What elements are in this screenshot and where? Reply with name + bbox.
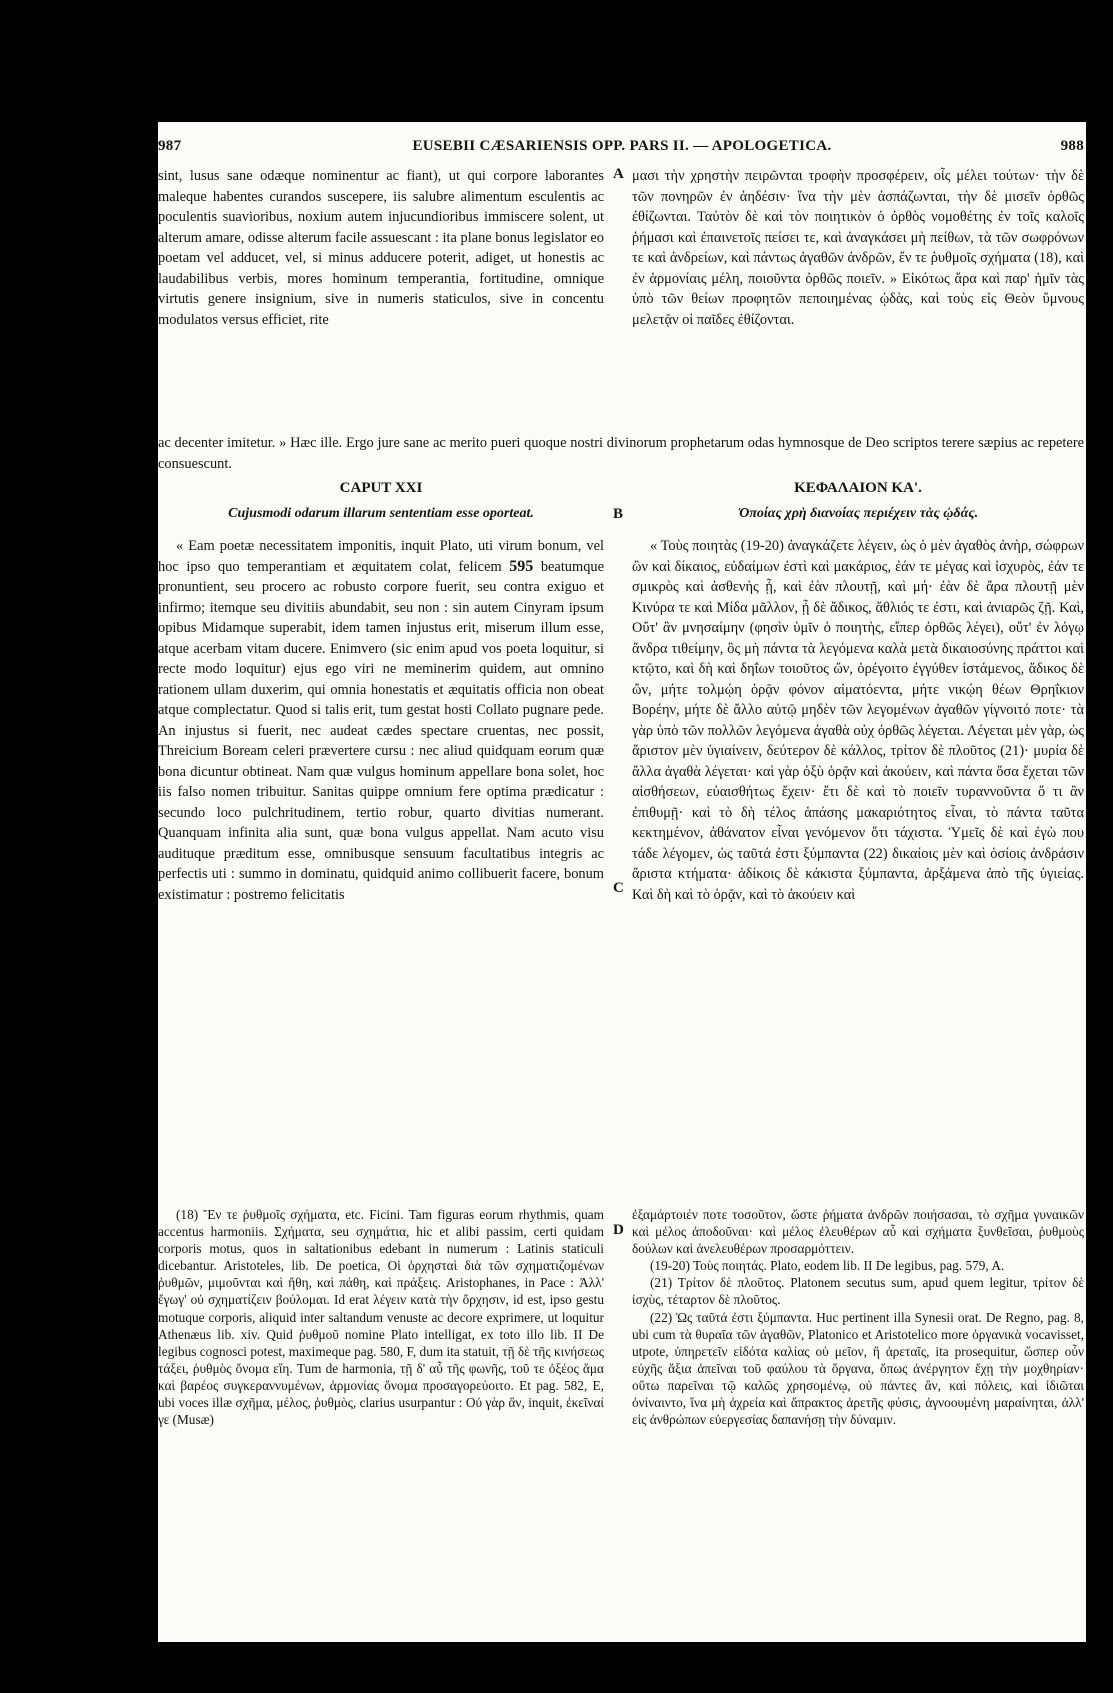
footnote-18: (18) Ἔν τε ῥυθμοῖς σχήματα, etc. Ficini. Tam figuras eorum rhythmis, quam accentus harmoniis. Σχήματα, seu σχημάτια, hic et alibi passim, certi quidam corporis motus, quos in saltationibus edebant in numerum : Latinis staticuli dicebantur. Aristoteles, lib. De poetica, Οἱ ὀρχησταὶ διὰ τῶν σχηματιζομένων ῥυθμῶν, μιμοῦνται καὶ ἤθη, καὶ πάθη, καὶ πράξεις. Aristophanes, in Pace : Ἀλλ' ἔγωγ' οὐ σχηματίζειν βούλομαι. Id erat λέγειν κατὰ τὴν ὄρχησιν, id est, ipso gestu motuque corporis, aliquid inter saltandum venuste ac decore exprimere, ut loquitur Athenæus lib. xiv. Quid ῥυθμοῦ nomine Plato intelligat, ex toto illo lib. II De legibus cognosci potest, maximeque pag. 580, F, dum ita statuit, τῇ δὲ τῆς κινήσεως τάξει, ῥυθμὸς ὄνομα εἴη. Tum de harmonia, τῇ δ' αὖ τῆς φωνῆς, τοῦ τε ὀξέος ἅμα καὶ βαρέος συγκεραννυμένων, ἁρμονίας ὄνομα προσαγορεύοιτο. Et pag. 582, E, ubi voces illæ σχῆμα, μέλος, ῥυθμὸς, clarius usurpantur : Οὐ γὰρ ἂν, inquit, ἐκεῖναί γε (Musæ) xyxy=(158,1207,604,1428)
footnotes-right-column xyxy=(632,1206,1084,1428)
footnote-22: (22) Ὡς ταῦτά ἐστι ξύμπαντα. Huc pertinent illa Synesii orat. De Regno, pag. 8, ubi cum τὰ θυραῖα τῶν ἀγαθῶν, Platonico et Aristotelico more ὀργανικὰ vocavisset, utpote, ὑπηρετεῖν εἰδότα καλίας οὐ μεῖον, ἢ ἀρεταῖς, ita prosequitur, ὥσπερ οὖν εὐχῆς ἄξια ἀπεῖναι τοῦ φαύλου τὰ ὄργανα, ὅπως ἀνέργητον ἔχῃ τὴν μοχθηρίαν· οὕτω παρεῖναι τῷ καλῶς χρησομένῳ, οὐ πάντες ἂν, καὶ πόλεις, καὶ ἰδιῶται ὀνίναιντο, ἵνα μὴ ἀχρεία καὶ ἄπρακτος ἀρετῆς φύσις, ἀγνοουμένη μαραίνηται, ἀλλ' εἰς ἀνθρώπων εὐεργεσίας δαπανήσῃ τὴν δύναμιν. xyxy=(632,1309,1084,1428)
footnote-21: (21) Τρίτον δὲ πλοῦτος. Platonem secutus sum, apud quem legitur, τρίτον δὲ ἰσχὺς, τέταρτον δὲ πλοῦτος. xyxy=(632,1275,1084,1308)
running-header xyxy=(158,138,1086,164)
latin-column-body xyxy=(158,536,604,905)
greek-column-top xyxy=(632,166,1084,330)
margin-letter-a: A xyxy=(613,166,624,182)
latin-body-paragraph xyxy=(158,536,604,905)
page-number-right: 988 xyxy=(1060,138,1084,154)
margin-letter-c: C xyxy=(613,880,624,896)
caput-greek-heading: ΚΕΦΑΛΑΙΟΝ ΚΑ'. xyxy=(794,480,922,496)
page-number-left: 987 xyxy=(158,138,182,154)
caput-latin-heading: CAPUT XXI xyxy=(339,480,423,496)
full-width-line xyxy=(158,433,1084,474)
greek-top-text: μασι τὴν χρηστὴν πειρῶνται τροφὴν προσφέρειν, οἷς μέλει τούτων· τὴν δὲ τῶν πονηρῶν ἐν ἀηδέσιν· ἵνα τὴν μὲν ἀσπάζωνται, τὴν δὲ μισεῖν ὀρθῶς ἐθίζωνται. Ταὐτὸν δὲ καὶ τὸν ποιητικὸν ὁ ὀρθὸς νομοθέτης ἐν τοῖς καλοῖς ῥήμασι καὶ ἐπαινετοῖς πείσει τε, καὶ ἀναγκάσει μὴ πείθων, τὰ τῶν σωφρόνων τε καὶ ἀνδρείων, καὶ πάντως ἀγαθῶν ἀνδρῶν, ἔν τε ῥυθμοῖς σχήματα (18), καὶ ἐν ἁρμονίαις μέλη, ποιοῦντα ὀρθῶς ποιεῖν. » Εἰκότως ἄρα καὶ παρ' ἡμῖν τὰς ὑπὸ τῶν θείων προφητῶν πεποιημένας ᾠδὰς, καὶ τοὺς εἰς Θεὸν ὕμνους μελετᾷν οἱ παῖδες ἐθίζονται. xyxy=(632,168,1084,328)
latin-body-rest: beatumque pronuntient, seu procero ac robusto corpore fuerit, seu contra exiguo et infirmo; itemque seu divitiis abundabit, seu non : sin autem Cinyram ipsum opibus Midamque superabit, idem tamen injustus erit, miserum illum esse, atque acerbam vitam ducere. Enimvero (sic enim apud vos poeta loquitur, si recte modo loquitur) ejus ego viri ne meminerim quidem, aut omnino rationem ullam duxerim, qui omnia honestatis et æquitatis officia non obeat atque complectatur. Quod si talis erit, tum gestat hosti Collato pugnare pede. An injustus si fuerit, nec audeat cædes spectare cruentas, nec possit, Threicium Boream celeri prævertere cursu : nec aliud quidquam eorum quæ bona dicuntur obtineat. Nam quæ vulgus hominum appellare bona solet, hoc iis falso nomen tribuitur. Sanitas quippe omnium fere optima prædicatur : secundo loco pulchritudinem, tertio robur, quarto divitias numerant. Quanquam infinita alia sunt, quæ bona vulgus appellat. Nam acuto visu audituque præditum esse, omnibusque sensuum facultatibus integris ac perfectis uti : summo in dominatu, quidquid animo collibuerit facere, bonum existimatur : postremo felicitatis xyxy=(158,558,604,903)
footnote-19-20: (19-20) Τοὺς ποιητάς. Plato, eodem lib. II De legibus, pag. 579, A. xyxy=(650,1258,1005,1274)
running-title: EUSEBII CÆSARIENSIS OPP. PARS II. — APOLOGETICA. xyxy=(412,138,832,154)
margin-letter-b: B xyxy=(613,506,624,522)
greek-column-body xyxy=(632,536,1084,905)
footnote-18-continued: ἐξαμάρτοιέν ποτε τοσοῦτον, ὥστε ῥήματα ἀνδρῶν ποιήσασαι, τὸ σχῆμα γυναικῶν καὶ μέλος ἀποδοῦναι· καὶ μέλος ἐλευθέρων αὖ καὶ σχήματα ξυνθεῖσαι, ῥυθμοὺς δούλων καὶ ἀνελευθέρων προσαρμόττειν. xyxy=(632,1207,1084,1257)
latin-body-start: « Eam poetæ necessitatem imponitis, inquit Plato, uti virum bonum, vel hoc ipso quo temperantiam et æquitatem colat, felicem xyxy=(158,538,604,575)
greek-subtitle: Ὁποίας χρὴ διανοίας περιέχειν τὰς ᾠδάς. xyxy=(737,506,979,521)
book-page xyxy=(158,122,1086,1642)
greek-body-paragraph: « Τοὺς ποιητὰς (19-20) ἀναγκάζετε λέγειν, ὡς ὁ μὲν ἀγαθὸς ἀνὴρ, σώφρων ὢν καὶ δίκαιος, εὐδαίμων ἐστὶ καὶ μακάριος, ἐάν τε μέγας καὶ ἰσχυρὸς, ἐάν τε σμικρὸς καὶ ἀσθενὴς ᾖ, καὶ ἐὰν πλουτῇ, καὶ μή· ἐὰν δὲ ἄρα πλουτῇ μὲν Κινύρα τε καὶ Μίδα μᾶλλον, ᾖ δὲ ἄδικος, ἄθλιός τε ἐστι, καὶ ἀνιαρῶς ζῇ. Καὶ, Οὔτ' ἂν μνησαίμην (φησὶν ὑμῖν ὁ ποιητὴς, εἴπερ ὀρθῶς λέγει), οὔτ' ἐν λόγῳ ἄνδρα τιθείμην, ὃς μὴ πάντα τὰ λεγόμενα καλὰ μετὰ δικαιοσύνης πράττοι καὶ κτῷτο, καὶ δὴ καὶ δηΐων τοιοῦτος ὤν, ὀρέγοιτο ἐγγύθεν ἱστάμενος, ἄδικος δὲ ὤν, μήτε τολμῴη ὁρᾷν φόνον αἱματόεντα, μήτε νικῴη θέων Θρηΐκιον Βορέην, μήτε δὲ ἄλλο αὐτῷ μηδὲν τῶν λεγομένων ἀγαθῶν γίγνοιτό ποτε· τὰ γὰρ ὑπὸ τῶν πολλῶν λεγόμενα ἀγαθὰ οὐχ ὀρθῶς λέγεται. Λέγεται μὲν γὰρ, ὡς ἄριστον μὲν ὑγιαίνειν, δεύτερον δὲ κάλλος, τρίτον δὲ πλοῦτος (21)· μυρία δὲ ἄλλα ἀγαθὰ λέγεται· καὶ γὰρ ὀξὺ ὁρᾷν καὶ ἀκούειν, καὶ πάντα ὅσα ἔχεται τῶν αἰσθήσεων, εὐαισθήτως ἔχειν· ἔτι δὲ καὶ τὸ ποιεῖν τυραννοῦντα ὅ τι ἂν ἐπιθυμῇ· καὶ τὸ δὴ τέλος ἁπάσης μακαριότητος εἶναι, τὸ πάντα ταῦτα κεκτημένον, ἀθάνατον εἶναι γενόμενον ὅτι τάχιστα. Ὑμεῖς δὲ καὶ ἐγὼ που τάδε λέγομεν, ὡς ταῦτά ἐστι ξύμπαντα (22) δικαίοις μὲν καὶ ὁσίοις ἀνδράσιν ἄριστα κτήματα· ἀδίκοις δὲ κάκιστα ξύμπαντα, ἀρξάμενα ἀπὸ τῆς ὑγιείας. Καὶ δὴ καὶ τὸ ὁρᾷν, καὶ τὸ ἀκούειν καὶ xyxy=(632,538,1084,903)
latin-subtitle: Cujusmodi odarum illarum sententiam esse oporteat. xyxy=(228,506,534,521)
marginal-page-number: 595 xyxy=(509,557,534,575)
margin-letter-d: D xyxy=(613,1222,624,1238)
full-width-text: ac decenter imitetur. » Hæc ille. Ergo jure sane ac merito pueri quoque nostri divinorum prophetarum odas hymnosque de Deo scriptos terere sæpius ac repetere consuescunt. xyxy=(158,435,1084,472)
latin-top-text: sint, lusus sane odæque nominentur ac fiant), ut qui corpore laborantes maleque habentes curandos suscepere, iis salubre alimentum esculentis ac poculentis suavioribus, noxium autem injucundioribus immiscere solent, ut alterum amare, odisse alterum facile assuescant : ita plane bonus legislator eo poetam vel adducet, vel, si minus adducere poterit, adiget, ut honestis ac laudabilibus verbis, mores hominum temperantia, fortitudine, omnique virtutis genere insignium, sive in numeris staticulos, sive in concentu modulatos versus efficiet, rite xyxy=(158,168,604,328)
latin-column-top xyxy=(158,166,604,330)
footnotes-left-column xyxy=(158,1206,604,1428)
